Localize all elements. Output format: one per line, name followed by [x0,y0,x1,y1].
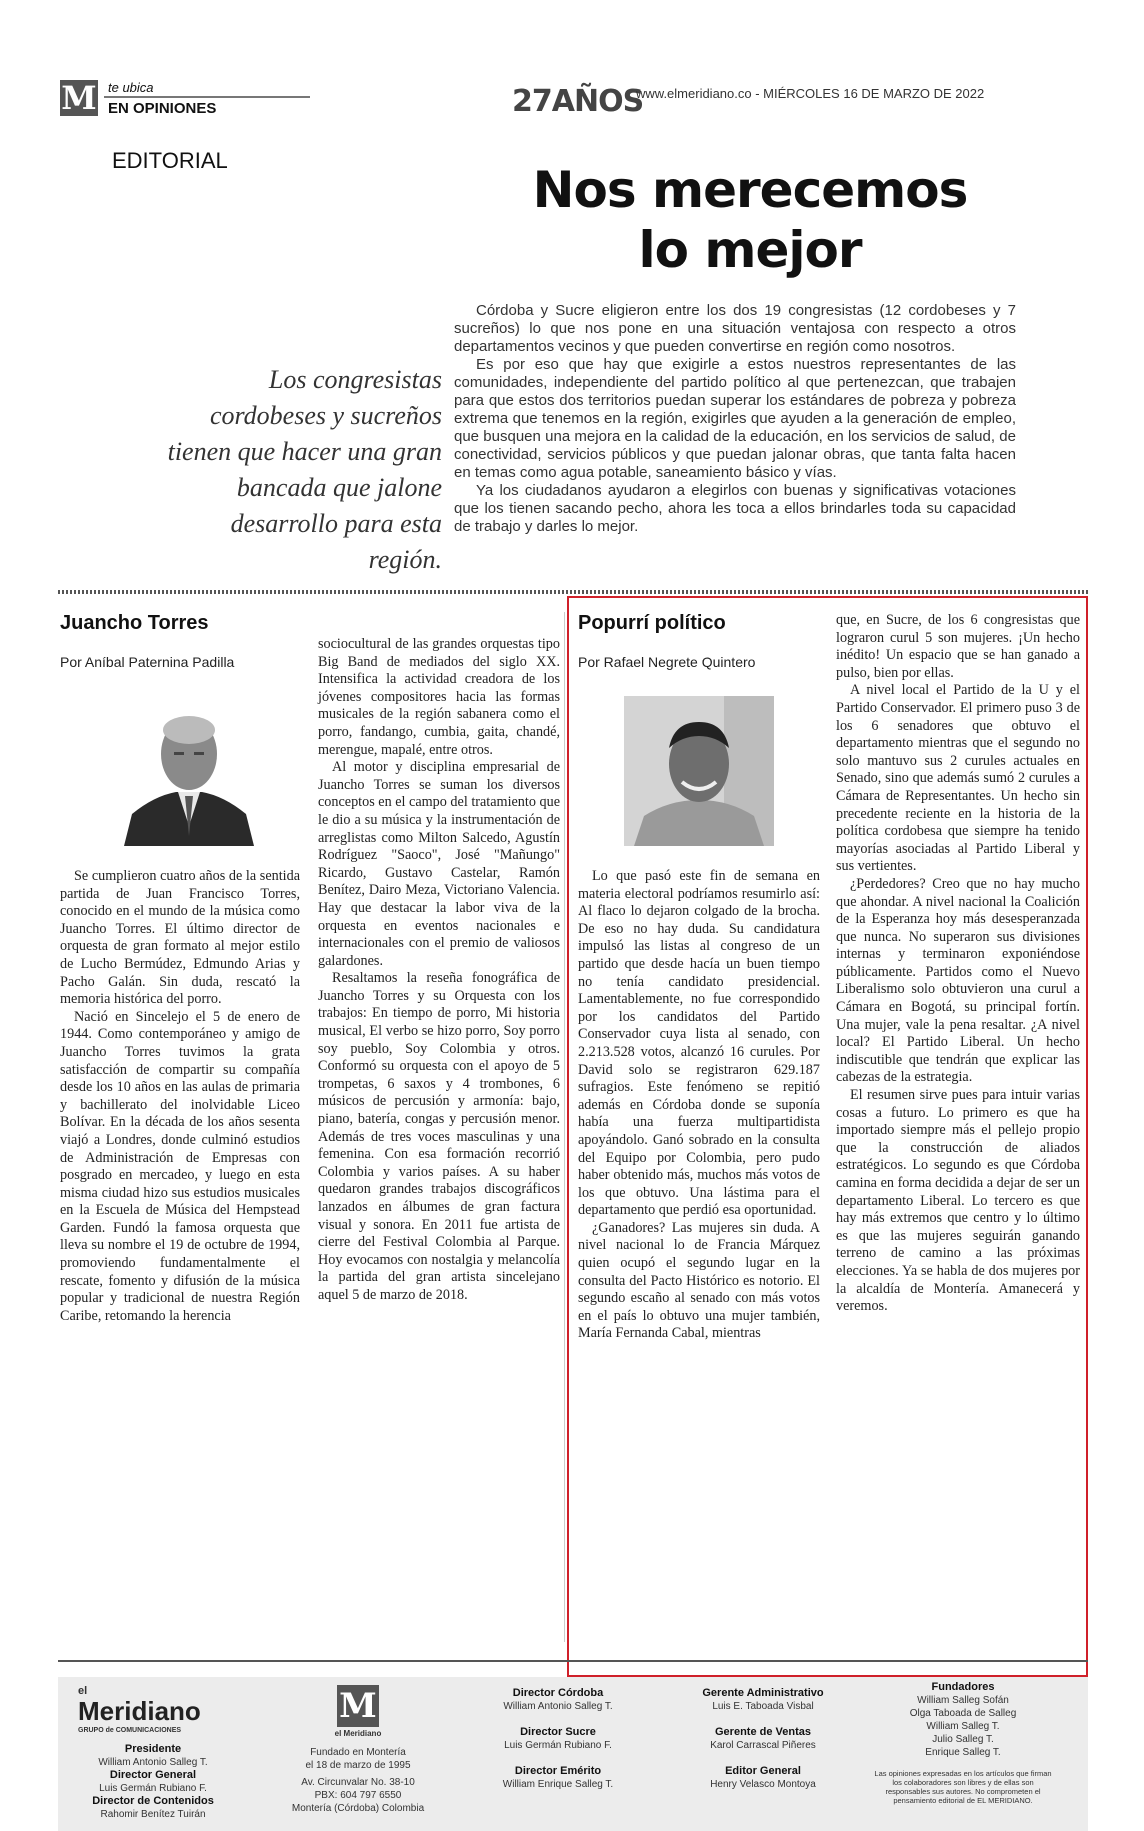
brand-name: Meridiano [78,1696,201,1726]
column-paragraph: Se cumplieron cuatro años de la sentida partida de Juan Francisco Torres, conocido en el mundo de la música como Juancho Torres. El último director de orquesta de gran formato al mejor estilo de Lucho Bermúdez, Edmundo Arias y Pacho Galán. Sin duda, rescató la memoria histórica del porro. [60,868,300,1008]
column-paragraph: Nació en Sincelejo el 5 de enero de 1944. Como contemporáneo y amigo de Juancho Torres tuvimos la grata satisfacción de compartir su compañía desde los 10 años en las aulas de primaria y bachillerato del inolvidable Liceo Bolívar. En la década de los años sesenta viajó a Londres, donde culminó estudios de Administración de Empresas con posgrado en mercadeo, y luego en esta misma ciudad hizo sus estudios musicales en la Escuela de Música del Hempstead Garden. Fundó la famosa orquesta que lleva su nombre el 19 de octubre de 1994, promoviendo fundamentalmente el rescate, fomento y difusión de la música popular y tradicional de nuestra Región Caribe, retomando la herencia [60,1008,300,1324]
footer-directors [478,1687,638,1791]
footer-disclaimer: Las opiniones expresadas en los artículos que firman los colaboradores son libres y de ellas son responsables sus autores. No comprometen el pensamiento editorial de EL MERIDIANO. [874,1769,1052,1805]
section-name: EN OPINIONES [108,100,217,117]
footer-executives [68,1743,238,1821]
role-name: Luis Germán Rubiano F. [99,1783,207,1794]
meridiano-logo-icon: M [61,79,97,117]
editorial-paragraph: Es por eso que hay que exigirle a estos nuestros representantes de las comunidades, independiente del partido político al que pertenezcan, que trabajen para que estos dos territorios puedan superar los estándares de pobreza y pobreza extrema que tenemos en la región, exigirles que ayuden a la generación de empleo, que busquen una mejora en la calidad de la educación, en los servicios de salud, de conectividad, servicios públicos y que puedan jalonar obras, que tanta falta hacen en temas como agua potable, saneamiento básico y vías. [454,356,1016,481]
author-photo [124,696,254,846]
editorial-body [454,302,1016,536]
role-name: Luis E. Taboada Visbal [712,1701,814,1712]
founder-name: William Salleg T. [926,1721,1000,1732]
role-title: Director Emérito [514,1765,602,1777]
footer-brand [78,1685,228,1737]
role-title: Gerente de Ventas [715,1726,811,1738]
headline-line-2: lo mejor [638,221,862,279]
column-paragraph: Resaltamos la reseña fonográfica de Juancho Torres y su Orquesta con los trabajos: En tiempo de porro, Mi historia musical, El verbo se hizo porro, Soy porro soy pueblo, Soy Colombia y otros. Conformó su orquesta con el apoyo de 5 trompetas, 6 saxos y 4 trombones, 6 músicos de percusión y armonía: bajo, piano, batería, congas y percusión menor. Además de tres voces masculinas y una femenina. Con esa formación recorrió Colombia y varios países. A su haber quedaron grandes trabajos discográficos lanzados en álbumes de gran factura visual y sonora. En 2011 fue artista de cierre del Festival Colombia al Parque. Hoy evocamos con nostalgia y melancolía la partida del gran artista sincelejano aquel 5 de marzo de 2018. [318,970,560,1303]
column-byline: Por Aníbal Paternina Padilla [60,654,235,670]
column-divider [564,612,565,1642]
role-title: Editor General [725,1765,801,1777]
column-paragraph: El resumen sirve pues para intuir varias cosas a futuro. Lo primero es que ha importado siempre más el pellejo propio que la construcción de aliados estratégicos. Lo segundo es que Córdoba camina en forma decidida a dejar de ser un departamento Liberal. Lo tercero es que hay más extremos que centro y lo último es que las mujeres seguirán ganando terreno de camino a las próximas elecciones. Ya se habla de dos mujeres por la alcaldía de Montería. Amanecerá y veremos. [836,1087,1080,1315]
meridiano-m-logo-icon: M [337,1685,379,1727]
address-line: Av. Circunvalar No. 38-10 [301,1777,415,1788]
editorial-headline [470,160,1030,280]
editorial-label: EDITORIAL [112,148,228,173]
masthead-footer [58,1677,1088,1831]
footer-rule [58,1660,1088,1662]
role-title: Fundadores [931,1681,995,1693]
column-paragraph: que, en Sucre, de los 6 congresistas que lograron curul 5 son mujeres. ¡Un hecho inédito! Un espacio que se han ganado a pulso, bien por ellas. [836,612,1080,681]
column-paragraph: A nivel local el Partido de la U y el Partido Conservador. El primero puso 3 de los 6 senadores que obtuvo el departamento mientras que el segundo no solo mantuvo sus 2 curules actuales en Senado, sino que además sumó 2 curules a Cámara de Representantes. Un hecho sin precedente reciente en la historia de la política cordobesa que siempre ha tenido mayorías asociadas al Partido Liberal y sus vertientes. [836,682,1080,875]
founder-name: Olga Taboada de Salleg [909,1708,1017,1719]
author-photo [624,696,774,846]
column-paragraph: ¿Ganadores? Las mujeres sin duda. A nivel nacional lo de Francia Márquez quien ocupó el segundo lugar en la consulta del Pacto Histórico es notorio. El segundo escaño al senado con más votos en el país lo obtuvo una mujer también, María Fernanda Cabal, mientras [578,1219,820,1342]
phone-line: PBX: 604 797 6550 [314,1790,402,1801]
pull-quote: Los congresistas cordobeses y sucreños tienen que hacer una gran bancada que jalone desarrollo para esta región. [167,365,442,574]
role-name: Luis Germán Rubiano F. [504,1740,612,1751]
column-paragraph: Al motor y disciplina empresarial de Juancho Torres se suman los diversos conceptos en el campo del tratamiento que le dio a su música y la instrumentación de arreglistas como Milton Salcedo, Agustín Rodríguez "Saoco", José "Mañungo" Ricardo, Gustavo Castelar, Ramón Benítez, Dairo Meza, Victoriano Valencia. Hay que destacar la labor viva de la orquesta en eventos nacionales e internacionales con el premio de valiosos galardones. [318,759,560,969]
role-title: Director General [109,1769,197,1781]
section-divider [58,590,1088,594]
role-name: William Antonio Salleg T. [503,1701,613,1712]
role-name: Karol Carrascal Piñeres [710,1740,816,1751]
column-title: Popurrí político [578,612,726,634]
role-title: Director Córdoba [512,1687,604,1699]
section-subtitle: te ubica [108,80,154,95]
city-line: Montería (Córdoba) Colombia [291,1803,425,1814]
column-paragraph: sociocultural de las grandes orquestas tipo Big Band de mediados del siglo XX. Intensifica la actividad creadora de los jóvenes compositores hacia las formas musicales de la región sabanera como el porro, fandango, cumbia, gaita, chandé, merengue, mapalé, entre otros. [318,636,560,758]
anniversary-logo: 27AÑOS [512,84,644,119]
headline-line-1: Nos merecemos [532,161,968,219]
role-name: Henry Velasco Montoya [710,1779,816,1790]
role-title: Gerente Administrativo [702,1687,824,1699]
founder-name: Julio Salleg T. [932,1734,994,1745]
dateline: www.elmeridiano.co - MIÉRCOLES 16 DE MARZO DE 2022 [636,86,985,101]
column-text [318,636,560,1305]
editorial-paragraph: Ya los ciudadanos ayudaron a elegirlos con buenas y significativas votaciones que los tienen sacando pecho, ahora les toca a ellos brindarles toda su capacidad de trabajo y darles lo mejor. [454,482,1016,535]
column-byline: Por Rafael Negrete Quintero [578,654,756,670]
column-text [836,612,1080,1316]
header-rule [104,96,310,98]
founder-name: William Salleg Sofán [917,1695,1009,1706]
founded-date: el 18 de marzo de 1995 [305,1760,411,1771]
founder-name: Enrique Salleg T. [925,1747,1001,1758]
role-name: William Enrique Salleg T. [502,1779,614,1790]
role-title: Presidente [124,1743,182,1755]
editorial-paragraph: Córdoba y Sucre eligieron entre los dos 19 congresistas (12 cordobeses y 7 sucreños) lo que nos pone en una situación ventajosa con respecto a otros departamentos vecinos y que pueden convertirse en región como nosotros. [454,302,1016,355]
footer-founding [288,1685,428,1815]
column-text [60,868,300,1325]
m-logo-sub: el Meridiano [334,1729,382,1738]
role-title: Director Sucre [520,1726,596,1738]
brand-tagline: GRUPO de COMUNICACIONES [78,1727,182,1734]
role-name: Rahomir Benítez Tuirán [100,1809,206,1820]
role-name: William Antonio Salleg T. [98,1757,208,1768]
role-title: Director de Contenidos [92,1795,214,1807]
footer-founders [873,1681,1053,1805]
column-text [578,868,820,1343]
brand-el: el [78,1685,88,1697]
column-paragraph: ¿Perdedores? Creo que no hay mucho que ahondar. A nivel nacional la Coalición de la Esperanza hoy más desesperanzada que nunca. No superaron sus divisiones internas y terminaron exponiéndose públicamente. Partidos como el Nuevo Liberalismo solo obtuvieron una curul a Cámara en Bogotá, su principal fortín. Una mujer, vale la pena resaltar. ¿A nivel local? El Partido Liberal. Un hecho indiscutible que tendrán que explicar las cabezas de la estrategia. [836,875,1080,1086]
founded-line: Fundado en Montería [310,1747,406,1758]
column-paragraph: Lo que pasó este fin de semana en materia electoral podríamos resumirlo así: Al flaco lo dejaron colgado de la brocha. De eso no hay duda. Su candidatura impulsó las listas al congreso de un partido que desde hacía un buen tiempo no tenía candidato presidencial. Lamentablemente, no fue correspondido por los candidatos del Partido Conservador cuya lista al senado, con 2.213.528 votos, alcanzó 16 curules. Por David solo se registraron 629.187 sufragios. Este fenómeno se repitió además en Córdoba donde se suponía había una fuerza multipartidista apoyándolo. Ganó sobrado en la consulta del Equipo por Colombia, pero pudo haber obtenido más, muchos más votos de los que obtuvo. Una lástima para el departamento que perdió esa oportunidad. [578,868,820,1219]
column-title: Juancho Torres [60,612,209,634]
footer-managers [683,1687,843,1791]
